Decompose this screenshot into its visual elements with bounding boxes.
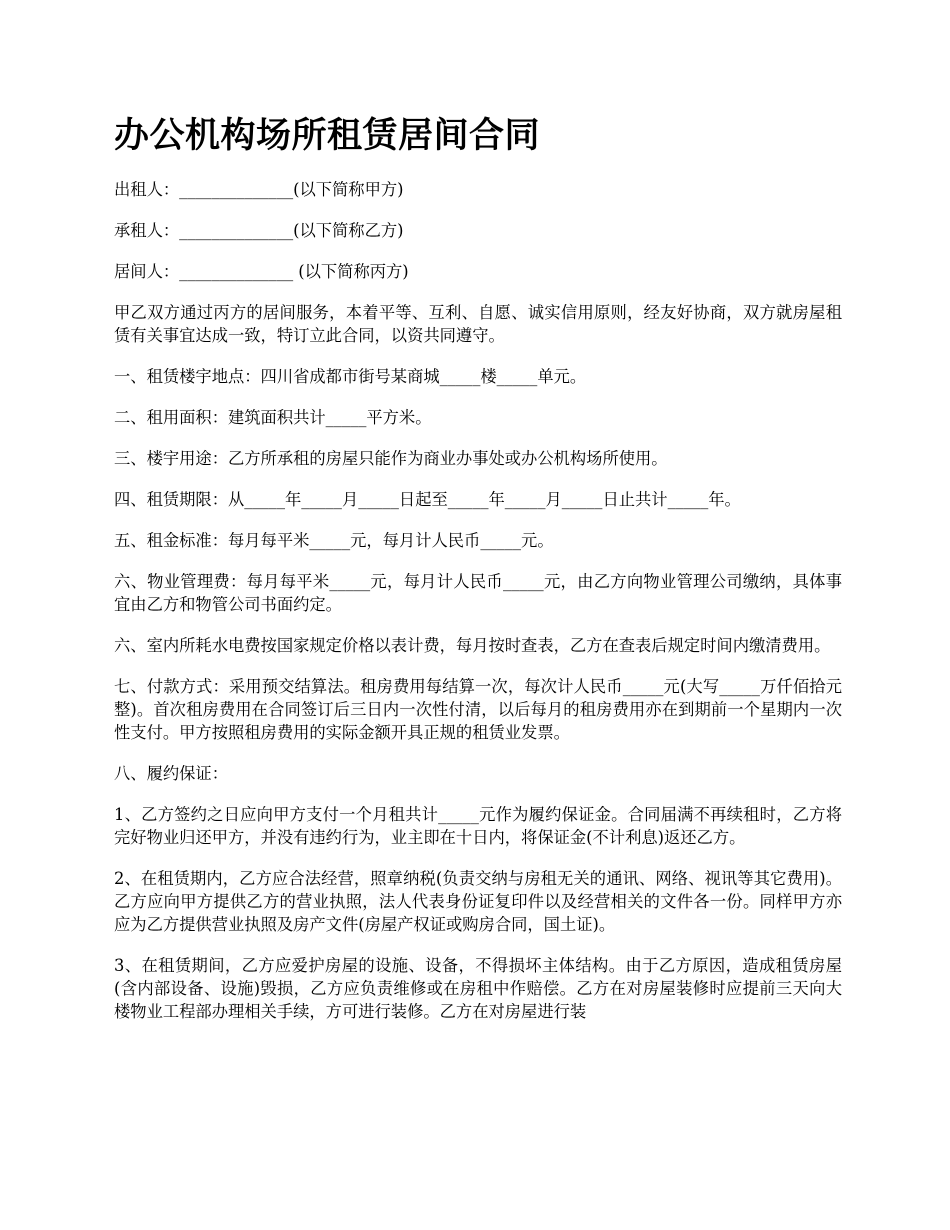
clause-payment: 七、付款方式：采用预交结算法。租房费用每结算一次，每次计人民币_____元(大写_____万仟佰拾元整)。首次租房费用在合同签订后三日内一次性付清，以后每月的租房费用亦在到期前一个星期内一次性支付。甲方按照租房费用的实际金额开具正规的租赁业发票。 xyxy=(114,677,842,742)
guarantee-item-1: 1、乙方签约之日应向甲方支付一个月租共计_____元作为履约保证金。合同届满不再续租时，乙方将完好物业归还甲方，并没有违约行为，业主即在十日内，将保证金(不计利息)返还乙方。 xyxy=(114,805,842,847)
document-page xyxy=(114,110,842,1041)
clause-rent: 五、租金标准：每月每平米_____元，每月计人民币_____元。 xyxy=(114,531,554,550)
clause-location: 一、租赁楼宇地点：四川省成都市街号某商城_____楼_____单元。 xyxy=(114,367,587,386)
lessor-line: 出租人：______________(以下简称甲方) xyxy=(114,180,404,199)
clause-usage: 三、楼宇用途：乙方所承租的房屋只能作为商业办事处或办公机构场所使用。 xyxy=(114,449,668,468)
document-title: 办公机构场所租赁居间合同 xyxy=(114,116,541,156)
guarantee-item-3: 3、在租赁期间，乙方应爱护房屋的设施、设备，不得损坏主体结构。由于乙方原因，造成租赁房屋(含内部设备、设施)毁损，乙方应负责维修或在房租中作赔偿。乙方在对房屋装修时应提前三天向大楼物业工程部办理相关手续，方可进行装修。乙方在对房屋进行装 xyxy=(114,956,842,1021)
lessee-line: 承租人：______________(以下简称乙方) xyxy=(114,221,404,240)
clause-area: 二、租用面积：建筑面积共计_____平方米。 xyxy=(114,408,432,427)
clause-property-fee: 六、物业管理费：每月每平米_____元，每月计人民币_____元，由乙方向物业管理公司缴纳，具体事宜由乙方和物管公司书面约定。 xyxy=(114,572,842,614)
guarantee-item-2: 2、在租赁期内，乙方应合法经营，照章纳税(负责交纳与房租无关的通讯、网络、视讯等其它费用)。乙方应向甲方提供乙方的营业执照，法人代表身份证复印件以及经营相关的文件各一份。同样甲方亦应为乙方提供营业执照及房产文件(房屋产权证或购房合同，国土证)。 xyxy=(114,869,842,934)
clause-term: 四、租赁期限：从_____年_____月_____日起至_____年_____月_____日止共计_____年。 xyxy=(114,490,741,509)
clause-utilities: 六、室内所耗水电费按国家规定价格以表计费，每月按时查表，乙方在查表后规定时间内缴清费用。 xyxy=(114,636,831,655)
intermediary-line: 居间人：______________ (以下简称丙方) xyxy=(114,262,409,281)
preamble-paragraph: 甲乙双方通过丙方的居间服务，本着平等、互利、自愿、诚实信用原则，经友好协商，双方就房屋租赁有关事宜达成一致，特订立此合同，以资共同遵守。 xyxy=(114,303,842,345)
clause-guarantee-heading: 八、履约保证： xyxy=(114,764,228,783)
